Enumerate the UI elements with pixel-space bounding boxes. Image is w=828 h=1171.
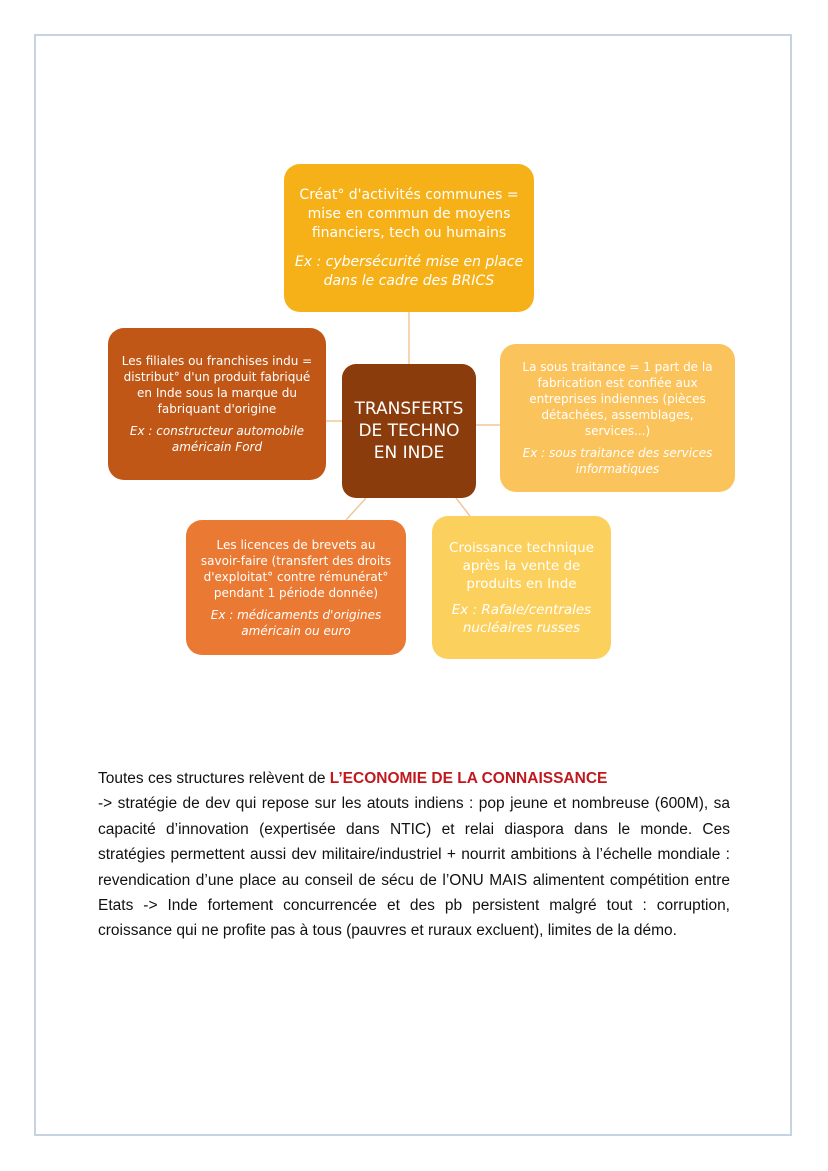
knowledge-economy-highlight: L’ECONOMIE DE LA CONNAISSANCE <box>329 770 608 787</box>
node-example: Ex : sous traitance des services informatiques <box>522 446 713 476</box>
node-example: Ex : constructeur automobile américain Ford <box>129 424 305 454</box>
paragraph-intro: Toutes ces structures relèvent de <box>98 770 330 787</box>
node-text: La sous traitance = 1 part de la fabrication est confiée aux entreprises indiennes (pièces détachées, assemblages, services...) <box>522 360 713 438</box>
diagram-node-subsidiaries <box>108 328 326 480</box>
node-text: Croissance technique après la vente de produits en Inde <box>449 539 594 592</box>
node-example: Ex : cybersécurité mise en place dans le cadre des BRICS <box>294 253 524 289</box>
diagram-node-common-activities <box>284 164 534 312</box>
node-text: Les filiales ou franchises indu = distribut° d'un produit fabriqué en Inde sous la marque du fabriquant d'origine <box>121 354 313 416</box>
diagram-node-subcontracting <box>500 344 735 492</box>
node-example: Ex : Rafale/centrales nucléaires russes <box>451 601 592 636</box>
diagram-node-technical-growth <box>432 516 611 659</box>
node-text: Créat° d'activités communes = mise en commun de moyens financiers, tech ou humains <box>299 186 519 241</box>
diagram-node-patent-licences <box>186 520 406 655</box>
connector-bottom-left <box>346 498 366 520</box>
connector-bottom-right <box>456 498 470 516</box>
center-label: TRANSFERTS DE TECHNO EN INDE <box>354 399 464 463</box>
node-example: Ex : médicaments d'origines américain ou euro <box>210 607 382 638</box>
paragraph-body: -> stratégie de dev qui repose sur les atouts indiens : pop jeune et nombreuse (600M), sa capacité d’innovation (expertisée dans NTIC) et relai diaspora dans le monde. Ces stratégies permettent aussi dev militaire/industriel + nourrit ambitions à l’échelle mondiale : revendication d’une place au conseil de sécu de l’ONU MAIS alimentent compétition entre Etats -> Inde fortement concurrencée et des pb persistent malgré tout : corruption, croissance qui ne profite pas à tous (pauvres et ruraux excluent), limites de la démo. <box>98 795 730 940</box>
node-text: Les licences de brevets au savoir-faire (transfert des droits d'exploitat° contre rémunérat° pendant 1 période donnée) <box>200 537 392 600</box>
diagram-center-node <box>342 364 476 498</box>
body-paragraph <box>98 766 730 944</box>
